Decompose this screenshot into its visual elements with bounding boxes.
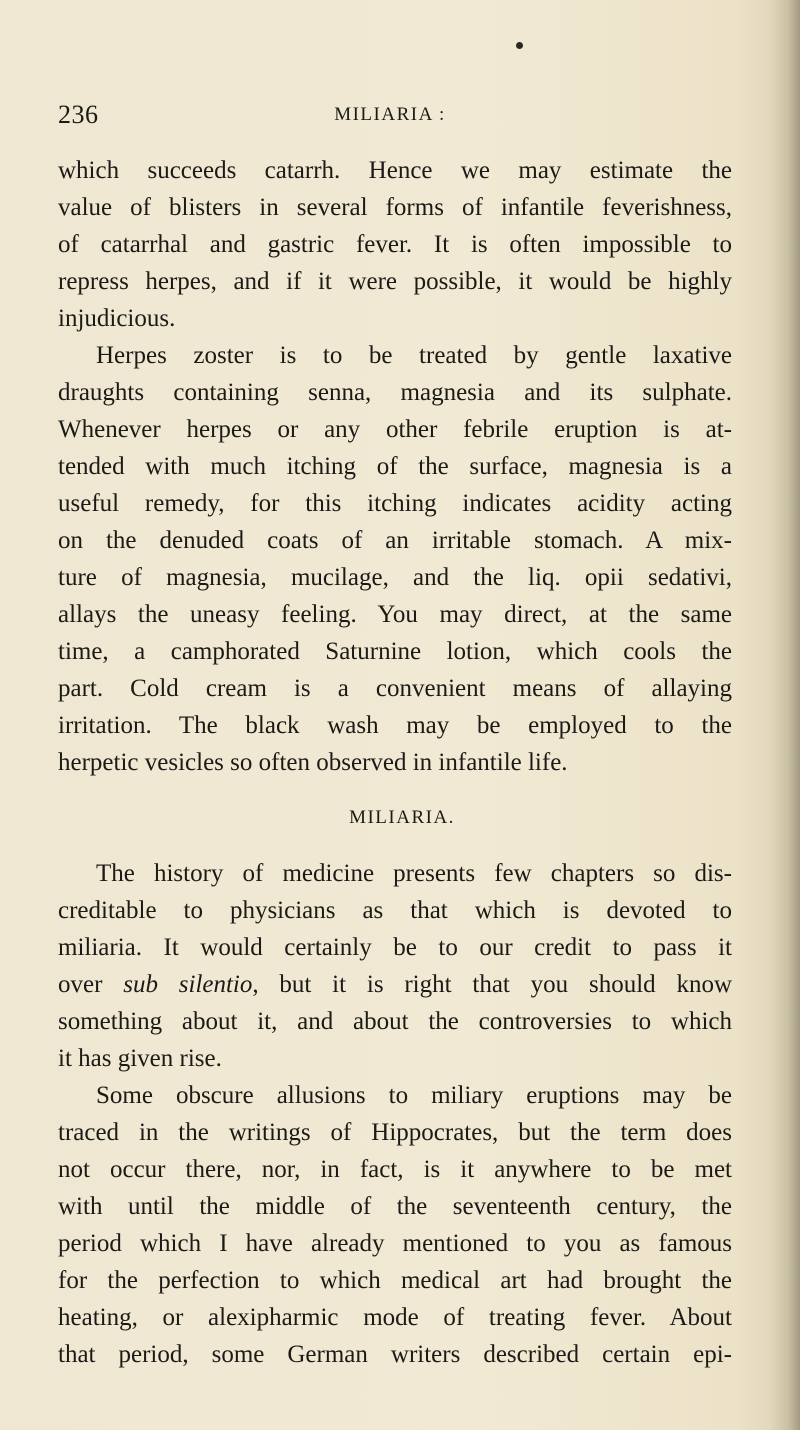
- text-line: that period, some German writers described certain epi-: [58, 1341, 732, 1368]
- text-line: which succeeds catarrh. Hence we may estimate the: [58, 157, 732, 184]
- text-line: allays the uneasy feeling. You may direct, at the same: [58, 601, 732, 628]
- text-line: Whenever herpes or any other febrile eruption is at-: [58, 416, 732, 443]
- body-text: [58, 152, 732, 1373]
- text-line: The history of medicine presents few chapters so dis-: [96, 860, 732, 887]
- text-line: something about it, and about the controversies to which: [58, 1008, 732, 1035]
- text-line: part. Cold cream is a convenient means of allaying: [58, 675, 732, 702]
- text-line: draughts containing senna, magnesia and its sulphate.: [58, 379, 732, 406]
- page-number: 236: [58, 100, 99, 129]
- text-line: ture of magnesia, mucilage, and the liq. opii sedativi,: [58, 564, 732, 591]
- miliaria-paragraph-2: [58, 1003, 732, 1373]
- text-line: Herpes zoster is to be treated by gentle laxative: [96, 342, 732, 369]
- text-line: heating, or alexipharmic mode of treating fever. About: [58, 1304, 732, 1331]
- text-line: traced in the writings of Hippocrates, but the term does: [58, 1119, 732, 1146]
- text-line-italic: [58, 966, 732, 1003]
- text-line: repress herpes, and if it were possible, it would be highly: [58, 268, 732, 295]
- text-line: injudicious.: [58, 305, 176, 332]
- text-line: time, a camphorated Saturnine lotion, which cools the: [58, 638, 732, 665]
- text-line: Some obscure allusions to miliary eruptions may be: [96, 1082, 732, 1109]
- text-line: value of blisters in several forms of infantile feverishness,: [58, 194, 732, 221]
- ink-speck: [516, 42, 523, 49]
- herpes-paragraphs: [58, 152, 732, 781]
- running-head: MILIARIA :: [334, 104, 446, 125]
- text-line: with until the middle of the seventeenth century, the: [58, 1193, 732, 1220]
- text-line: useful remedy, for this itching indicates acidity acting: [58, 490, 732, 517]
- text-line: period which I have already mentioned to you as famous: [58, 1230, 732, 1257]
- miliaria-paragraph-1: [58, 855, 732, 966]
- text-fragment: over: [58, 971, 124, 998]
- page-edge-shadow: [770, 0, 800, 1430]
- page-header: [58, 100, 722, 140]
- text-line: not occur there, nor, in fact, is it anywhere to be met: [58, 1156, 732, 1183]
- section-title: MILIARIA.: [349, 807, 455, 828]
- text-fragment: , but it is right that you should know: [252, 971, 732, 998]
- text-line: irritation. The black wash may be employed to the: [58, 712, 732, 739]
- text-line: creditable to physicians as that which is devoted to: [58, 897, 732, 924]
- text-line: tended with much itching of the surface, magnesia is a: [58, 453, 732, 480]
- italic-phrase: sub silentio: [123, 971, 253, 998]
- text-line: it has given rise.: [58, 1045, 222, 1072]
- text-line: on the denuded coats of an irritable stomach. A mix-: [58, 527, 732, 554]
- text-line: miliaria. It would certainly be to our credit to pass it: [58, 934, 732, 961]
- text-line: for the perfection to which medical art had brought the: [58, 1267, 732, 1294]
- text-line: of catarrhal and gastric fever. It is often impossible to: [58, 231, 732, 258]
- text-line: herpetic vesicles so often observed in infantile life.: [58, 749, 568, 776]
